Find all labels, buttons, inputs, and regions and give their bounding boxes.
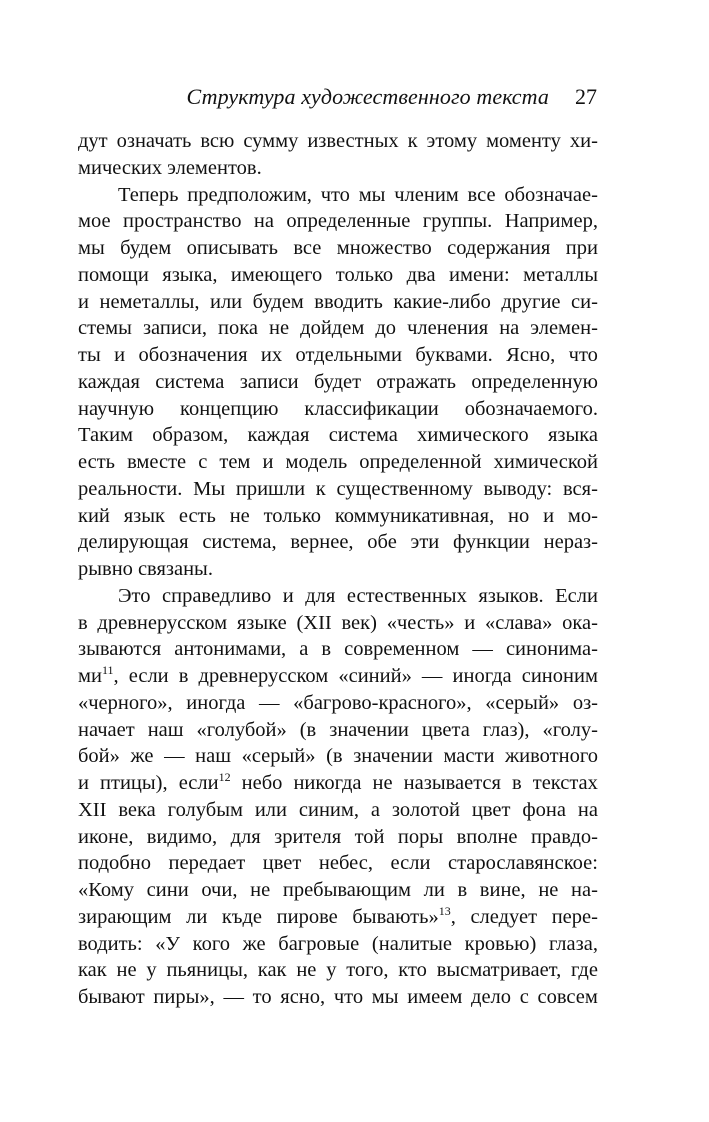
word: имени: — [449, 263, 510, 286]
word: и — [262, 451, 274, 473]
word: Теперь — [118, 183, 179, 206]
word: то — [252, 986, 272, 1008]
word: членим — [394, 183, 459, 206]
word: голубым — [167, 798, 243, 821]
word: «честь» — [386, 611, 455, 634]
word: только — [263, 504, 322, 527]
word: элемен- — [530, 317, 598, 340]
word: современном — [344, 638, 460, 661]
word: записи — [239, 370, 299, 393]
word: водить: — [78, 932, 143, 955]
word: к — [407, 130, 418, 152]
word: у — [326, 959, 337, 982]
word: система — [155, 370, 225, 393]
word: к — [315, 477, 326, 500]
word: Ясно, — [506, 344, 556, 366]
running-head — [0, 84, 597, 114]
word: XII — [78, 798, 107, 821]
word: масти — [443, 745, 495, 768]
text-line — [78, 342, 598, 369]
word: следует — [470, 905, 538, 928]
word: — — [164, 745, 185, 768]
word: высматривает, — [436, 959, 562, 982]
word: иконе, — [78, 825, 134, 848]
word: будем — [252, 290, 304, 313]
word: багровые — [278, 932, 360, 955]
word: той — [354, 825, 385, 848]
word: «серый» — [485, 691, 560, 714]
word: «серый» — [241, 745, 316, 768]
word: текстах — [532, 772, 598, 794]
word: на — [577, 798, 598, 821]
word: если — [128, 665, 169, 687]
word: сини — [146, 879, 189, 901]
word: реальности. — [78, 477, 183, 500]
word: века — [118, 798, 156, 821]
word: рывно — [78, 558, 133, 580]
word: не — [250, 879, 271, 901]
word: животного — [505, 745, 598, 768]
word: всю — [200, 130, 235, 152]
word: а — [299, 638, 309, 661]
word: же — [242, 932, 266, 955]
word: у — [146, 959, 157, 982]
word: описывать — [186, 237, 278, 259]
text-line — [78, 503, 598, 530]
text-line — [78, 904, 598, 931]
word: наш — [147, 718, 184, 741]
footnote-marker[interactable]: 11 — [101, 663, 114, 677]
word: выводу: — [483, 477, 553, 500]
word: пребывающим — [282, 879, 411, 901]
word: «Кому — [78, 879, 134, 901]
word: на — [499, 317, 520, 340]
word: с — [519, 986, 529, 1008]
word: древнерусском — [97, 611, 228, 634]
text-line — [78, 636, 598, 663]
page-number: 27 — [575, 84, 597, 109]
word: будет — [313, 370, 362, 393]
word: пространство — [123, 210, 242, 233]
word: обозначае- — [504, 183, 598, 206]
word: поры — [397, 825, 444, 848]
word: только — [335, 263, 394, 286]
word: «синий» — [338, 665, 412, 687]
word: бывають»$^{13}$, — [352, 903, 456, 928]
word: нераз- — [543, 531, 598, 554]
word: называется — [403, 772, 501, 794]
word: ока- — [562, 611, 598, 634]
word: не — [296, 959, 317, 982]
word: есть — [178, 504, 216, 527]
word: в — [321, 638, 332, 661]
word: Мы — [193, 477, 226, 500]
word: наш — [195, 745, 231, 768]
word: функции — [453, 531, 530, 554]
word: не — [538, 879, 559, 901]
word: что — [568, 344, 598, 366]
text-line — [78, 743, 598, 770]
word: образом, — [152, 424, 229, 447]
text-line — [78, 396, 598, 423]
text-line — [78, 877, 598, 904]
word: «голубой» — [196, 718, 287, 741]
text-line — [78, 289, 598, 316]
text-line — [78, 182, 598, 209]
word: ясно, — [280, 986, 326, 1008]
word: къде — [221, 905, 263, 928]
word: не — [229, 504, 250, 527]
word: имеем — [407, 986, 463, 1008]
word: Это — [118, 584, 151, 607]
text-line — [78, 556, 598, 583]
word: определенные — [286, 210, 411, 233]
word: в — [178, 665, 189, 687]
word: естественных — [346, 584, 467, 607]
text-line — [78, 208, 598, 235]
text-line — [78, 476, 598, 503]
word: отражать — [376, 370, 456, 393]
word: си- — [571, 290, 598, 313]
word: а — [370, 798, 380, 821]
word: записи, — [142, 317, 207, 340]
word: $ми^{11}$, — [78, 663, 119, 687]
word: языке — [236, 611, 287, 634]
word: буквами. — [415, 344, 493, 366]
word: как — [78, 959, 107, 982]
word: (в — [326, 745, 343, 768]
text-line — [78, 824, 598, 851]
word: дело — [471, 986, 512, 1008]
word: что — [333, 986, 364, 1008]
word: сумму — [243, 130, 299, 152]
footnote-marker[interactable]: 12 — [218, 770, 231, 784]
word: дойдем — [300, 317, 365, 340]
word: мических — [78, 156, 163, 179]
word: существенному — [336, 477, 473, 500]
word: «черного», — [78, 691, 173, 714]
word: и — [464, 611, 476, 634]
word: зирающим — [78, 905, 172, 928]
word: вся- — [563, 477, 598, 500]
word: пиры», — [153, 986, 215, 1008]
text-line — [78, 850, 598, 877]
word: модель — [285, 451, 348, 473]
word: имеющего — [230, 263, 323, 286]
word: старославянское: — [447, 852, 598, 875]
word: отдельными — [295, 344, 402, 366]
word: коммуникативная, — [334, 504, 495, 527]
word: Например, — [504, 210, 598, 233]
word: определенной — [359, 451, 482, 473]
text-line — [78, 610, 598, 637]
text-line — [78, 262, 598, 289]
word: мы — [371, 986, 399, 1008]
word: иногда — [452, 665, 512, 687]
word: обозначаемого. — [464, 397, 598, 420]
word: никогда — [293, 772, 362, 794]
word: бой» — [78, 745, 120, 768]
word: и — [114, 344, 126, 366]
word: цвет — [262, 852, 302, 875]
text-line — [78, 957, 598, 984]
word: антонимами, — [174, 638, 287, 661]
word: оз- — [572, 691, 598, 714]
word: видимо, — [146, 825, 218, 848]
word: стемы — [78, 317, 132, 340]
word: для — [230, 825, 261, 848]
text-line — [78, 770, 598, 797]
word: — — [259, 691, 280, 714]
word: «У — [155, 932, 181, 955]
word: и — [282, 584, 294, 607]
word: начает — [78, 718, 135, 741]
word: и — [78, 772, 89, 794]
word: их — [260, 344, 283, 366]
word: Таким — [78, 424, 134, 447]
word: тем — [219, 451, 251, 473]
word: связаны. — [137, 558, 213, 580]
word: каждая — [78, 370, 140, 393]
word: (налитые — [371, 932, 453, 955]
word: делирующая — [78, 531, 189, 554]
word: концепцию — [180, 397, 279, 420]
word: языка — [547, 424, 598, 447]
word: в — [78, 611, 88, 634]
word: какие-либо — [393, 290, 491, 313]
word: не — [269, 317, 290, 340]
word: вводить — [314, 290, 383, 313]
word: определенную — [471, 370, 598, 393]
word: классификации — [304, 397, 439, 420]
word: кто — [398, 959, 427, 982]
word: язык — [123, 504, 165, 527]
word: обе — [367, 531, 397, 554]
word: пришли — [235, 477, 306, 500]
running-title: Структура художественного текста — [186, 84, 549, 109]
word: известных — [307, 130, 399, 152]
word: на- — [571, 879, 598, 901]
word: моменту — [486, 130, 561, 152]
word: (XII — [296, 611, 332, 634]
text-line — [78, 690, 598, 717]
word: же — [130, 745, 154, 768]
word: множество — [336, 237, 432, 259]
word: синоним — [521, 665, 598, 687]
word: вернее, — [290, 531, 354, 554]
word: помощи — [78, 263, 149, 286]
word: значении — [353, 745, 433, 768]
word: группы. — [422, 210, 493, 233]
word: синонима- — [505, 638, 598, 661]
text-line — [78, 449, 598, 476]
word: для — [305, 584, 336, 607]
text-line — [78, 315, 598, 342]
word: будем — [120, 237, 172, 259]
word: зрителя — [274, 825, 342, 848]
word: предположим, — [187, 183, 312, 206]
word: синим, — [298, 798, 359, 821]
word: этому — [426, 130, 478, 152]
word: глаз), — [482, 718, 530, 741]
word: ты — [78, 344, 101, 366]
word: иногда — [186, 691, 246, 714]
word: но — [508, 504, 530, 527]
text-line — [78, 797, 598, 824]
word: где — [571, 959, 598, 982]
word: золотой — [391, 798, 460, 821]
text-line — [78, 235, 598, 262]
word: обозначения — [138, 344, 248, 366]
word: правдо- — [530, 825, 598, 848]
word: в — [512, 772, 522, 794]
word: неметаллы, — [99, 290, 200, 313]
word: элементов. — [167, 156, 262, 179]
word: вполне — [456, 825, 518, 848]
word: другие — [501, 290, 561, 313]
word: небес, — [318, 852, 373, 875]
word: птицы), — [100, 772, 168, 794]
word: содержания — [447, 237, 551, 259]
text-line — [78, 717, 598, 744]
word: химического — [417, 424, 529, 447]
word: если$^{12}$ — [178, 770, 231, 794]
text-line — [78, 583, 598, 610]
word: Если — [555, 584, 598, 607]
word: кий — [78, 504, 110, 527]
word: пока — [218, 317, 259, 340]
word: два — [406, 263, 436, 286]
word: вине, — [479, 879, 526, 901]
word: передает — [168, 852, 246, 875]
word: членения — [407, 317, 489, 340]
word: означать — [116, 130, 192, 152]
word: эти — [410, 531, 440, 554]
word: «багрово-красного», — [293, 691, 472, 714]
word: мо- — [567, 504, 598, 527]
word: мы — [358, 183, 386, 206]
word: значении — [329, 718, 409, 741]
text-line — [78, 984, 598, 1011]
word: пирове — [276, 905, 338, 928]
word: (в — [299, 718, 317, 741]
word: система — [328, 424, 398, 447]
word: система, — [202, 531, 277, 554]
text-line — [78, 155, 598, 182]
word: все — [293, 237, 322, 259]
word: на — [253, 210, 274, 233]
word: зываются — [78, 638, 162, 661]
word: справедливо — [162, 584, 272, 607]
word: хи- — [569, 130, 598, 152]
word: бывают — [78, 986, 145, 1008]
word: в — [457, 879, 468, 901]
text-line — [78, 128, 598, 155]
text-line — [78, 422, 598, 449]
word: все — [467, 183, 496, 206]
word: пере- — [551, 905, 598, 928]
word: — — [472, 638, 493, 661]
word: подобно — [78, 852, 151, 875]
word: пьяницы, — [166, 959, 248, 982]
word: век) — [341, 611, 377, 634]
word: ли — [186, 905, 208, 928]
text-line — [78, 529, 598, 556]
word: если — [390, 852, 431, 875]
word: цвета — [421, 718, 470, 741]
word: небо — [241, 772, 283, 794]
word: кровью) — [464, 932, 537, 955]
word: — — [421, 665, 443, 687]
word: кого — [192, 932, 230, 955]
word: с — [198, 451, 208, 473]
word: ли — [423, 879, 445, 901]
word: что — [320, 183, 350, 206]
word: не — [372, 772, 393, 794]
word: дут — [78, 130, 108, 152]
word: языков. — [478, 584, 544, 607]
word: и — [78, 290, 89, 313]
word: не — [116, 959, 137, 982]
word: совсем — [537, 986, 598, 1008]
text-line — [78, 931, 598, 958]
word: «слава» — [484, 611, 553, 634]
word: фона — [522, 798, 566, 821]
text-line — [78, 663, 598, 690]
word: и — [543, 504, 555, 527]
word: древнерусском — [198, 665, 329, 687]
word: языка, — [162, 263, 218, 286]
word: мое — [78, 210, 111, 233]
word: — — [223, 986, 244, 1008]
body-text — [78, 128, 598, 1011]
word: научную — [78, 397, 155, 420]
word: мы — [78, 237, 105, 259]
word: есть — [78, 451, 116, 473]
word: или — [209, 290, 243, 313]
word: до — [375, 317, 397, 340]
word: вместе — [127, 451, 187, 473]
word: химической — [493, 451, 598, 473]
word: глаза, — [548, 932, 598, 955]
word: металлы — [523, 263, 598, 286]
word: «голу- — [542, 718, 598, 741]
word: как — [257, 959, 287, 982]
word: очи, — [201, 879, 238, 901]
word: цвет — [471, 798, 511, 821]
word: каждая — [247, 424, 310, 447]
footnote-marker[interactable]: 13 — [438, 903, 451, 918]
text-line — [78, 369, 598, 396]
word: того, — [346, 959, 389, 982]
word: или — [254, 798, 287, 821]
word: при — [565, 237, 598, 259]
